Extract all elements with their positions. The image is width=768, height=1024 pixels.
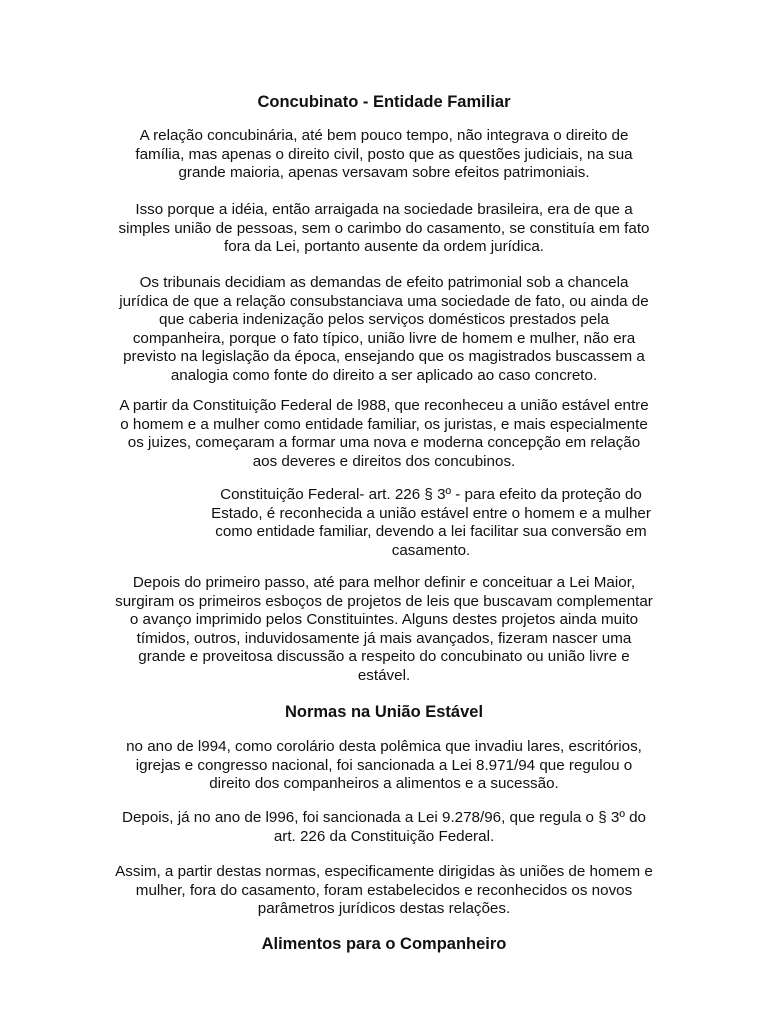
- paragraph-line: mulher, fora do casamento, foram estabelecidos e reconhecidos os novos: [135, 881, 633, 899]
- paragraph-line: estável.: [357, 666, 411, 684]
- paragraph-1: [0, 127, 768, 183]
- paragraph-line: Depois do primeiro passo, até para melhor definir e conceituar a Lei Maior,: [132, 574, 636, 591]
- paragraph-8: [0, 863, 768, 919]
- paragraph-line: Isso porque a idéia, então arraigada na sociedade brasileira, era de que a: [135, 201, 633, 218]
- paragraph-line: analogia como fonte do direito a ser aplicado ao caso concreto.: [170, 366, 598, 384]
- paragraph-line: surgiram os primeiros esboços de projetos de leis que buscavam complementar: [115, 592, 653, 610]
- paragraph-line: Os tribunais decidiam as demandas de efeito patrimonial sob a chancela: [139, 274, 629, 291]
- paragraph-line: Depois, já no ano de l996, foi sancionada a Lei 9.278/96, que regula o § 3º do: [121, 809, 646, 826]
- paragraph-2: [0, 201, 768, 257]
- paragraph-line: parâmetros jurídicos destas relações.: [257, 900, 511, 918]
- paragraph-line: o homem e a mulher como entidade familiar, os juristas, e mais especialmente: [120, 415, 648, 433]
- paragraph-line: jurídica de que a relação consubstanciava uma sociedade de fato, ou ainda de: [119, 292, 649, 310]
- paragraph-line: que caberia indenização pelos serviços domésticos prestados pela: [159, 311, 609, 329]
- paragraph-line: grande maioria, apenas versavam sobre efeitos patrimoniais.: [178, 164, 590, 182]
- document-title: Concubinato - Entidade Familiar: [257, 93, 511, 111]
- paragraph-7: [0, 809, 768, 846]
- paragraph-6: [0, 738, 768, 794]
- paragraph-line: família, mas apenas o direito civil, posto que as questões judiciais, na sua: [135, 145, 633, 163]
- paragraph-3: [0, 274, 768, 386]
- paragraph-line: simples união de pessoas, sem o carimbo do casamento, se constituía em fato: [118, 219, 650, 237]
- paragraph-line: companheira, porque o fato típico, união livre de homem e mulher, não era: [132, 329, 636, 347]
- paragraph-line: igrejas e congresso nacional, foi sancionada a Lei 8.971/94 que regulou o: [135, 756, 633, 774]
- quote-line: Estado, é reconhecida a união estável entre o homem e a mulher: [211, 504, 651, 522]
- paragraph-line: A relação concubinária, até bem pouco tempo, não integrava o direito de: [139, 127, 629, 144]
- paragraph-5: [0, 574, 768, 686]
- paragraph-line: tímidos, outros, induvidosamente já mais avançados, fizeram nascer uma: [136, 629, 632, 647]
- paragraph-line: fora da Lei, portanto ausente da ordem jurídica.: [224, 238, 544, 256]
- quote-line: Constituição Federal- art. 226 § 3º - para efeito da proteção do: [220, 486, 642, 503]
- paragraph-line: art. 226 da Constituição Federal.: [273, 827, 495, 845]
- constitution-quote: [194, 486, 668, 560]
- paragraph-line: previsto na legislação da época, ensejando que os magistrados buscassem a: [123, 348, 645, 366]
- paragraph-line: A partir da Constituição Federal de l988, que reconheceu a união estável entre: [119, 397, 649, 414]
- paragraph-line: grande e proveitosa discussão a respeito do concubinato ou união livre e: [138, 648, 630, 666]
- quote-line: casamento.: [391, 541, 471, 559]
- paragraph-line: aos deveres e direitos dos concubinos.: [252, 452, 516, 470]
- quote-line: como entidade familiar, devendo a lei facilitar sua conversão em: [215, 523, 647, 541]
- section-heading-normas: Normas na União Estável: [284, 703, 484, 721]
- paragraph-line: Assim, a partir destas normas, especificamente dirigidas às uniões de homem e: [115, 863, 653, 880]
- section-heading-alimentos: Alimentos para o Companheiro: [261, 935, 507, 953]
- paragraph-4: [0, 397, 768, 471]
- paragraph-line: o avanço imprimido pelos Constituintes. Alguns destes projetos ainda muito: [129, 611, 639, 629]
- paragraph-line: no ano de l994, como corolário desta polêmica que invadiu lares, escritórios,: [126, 738, 642, 755]
- paragraph-line: direito dos companheiros a alimentos e a sucessão.: [209, 775, 559, 793]
- paragraph-line: os juizes, começaram a formar uma nova e moderna concepção em relação: [127, 434, 641, 452]
